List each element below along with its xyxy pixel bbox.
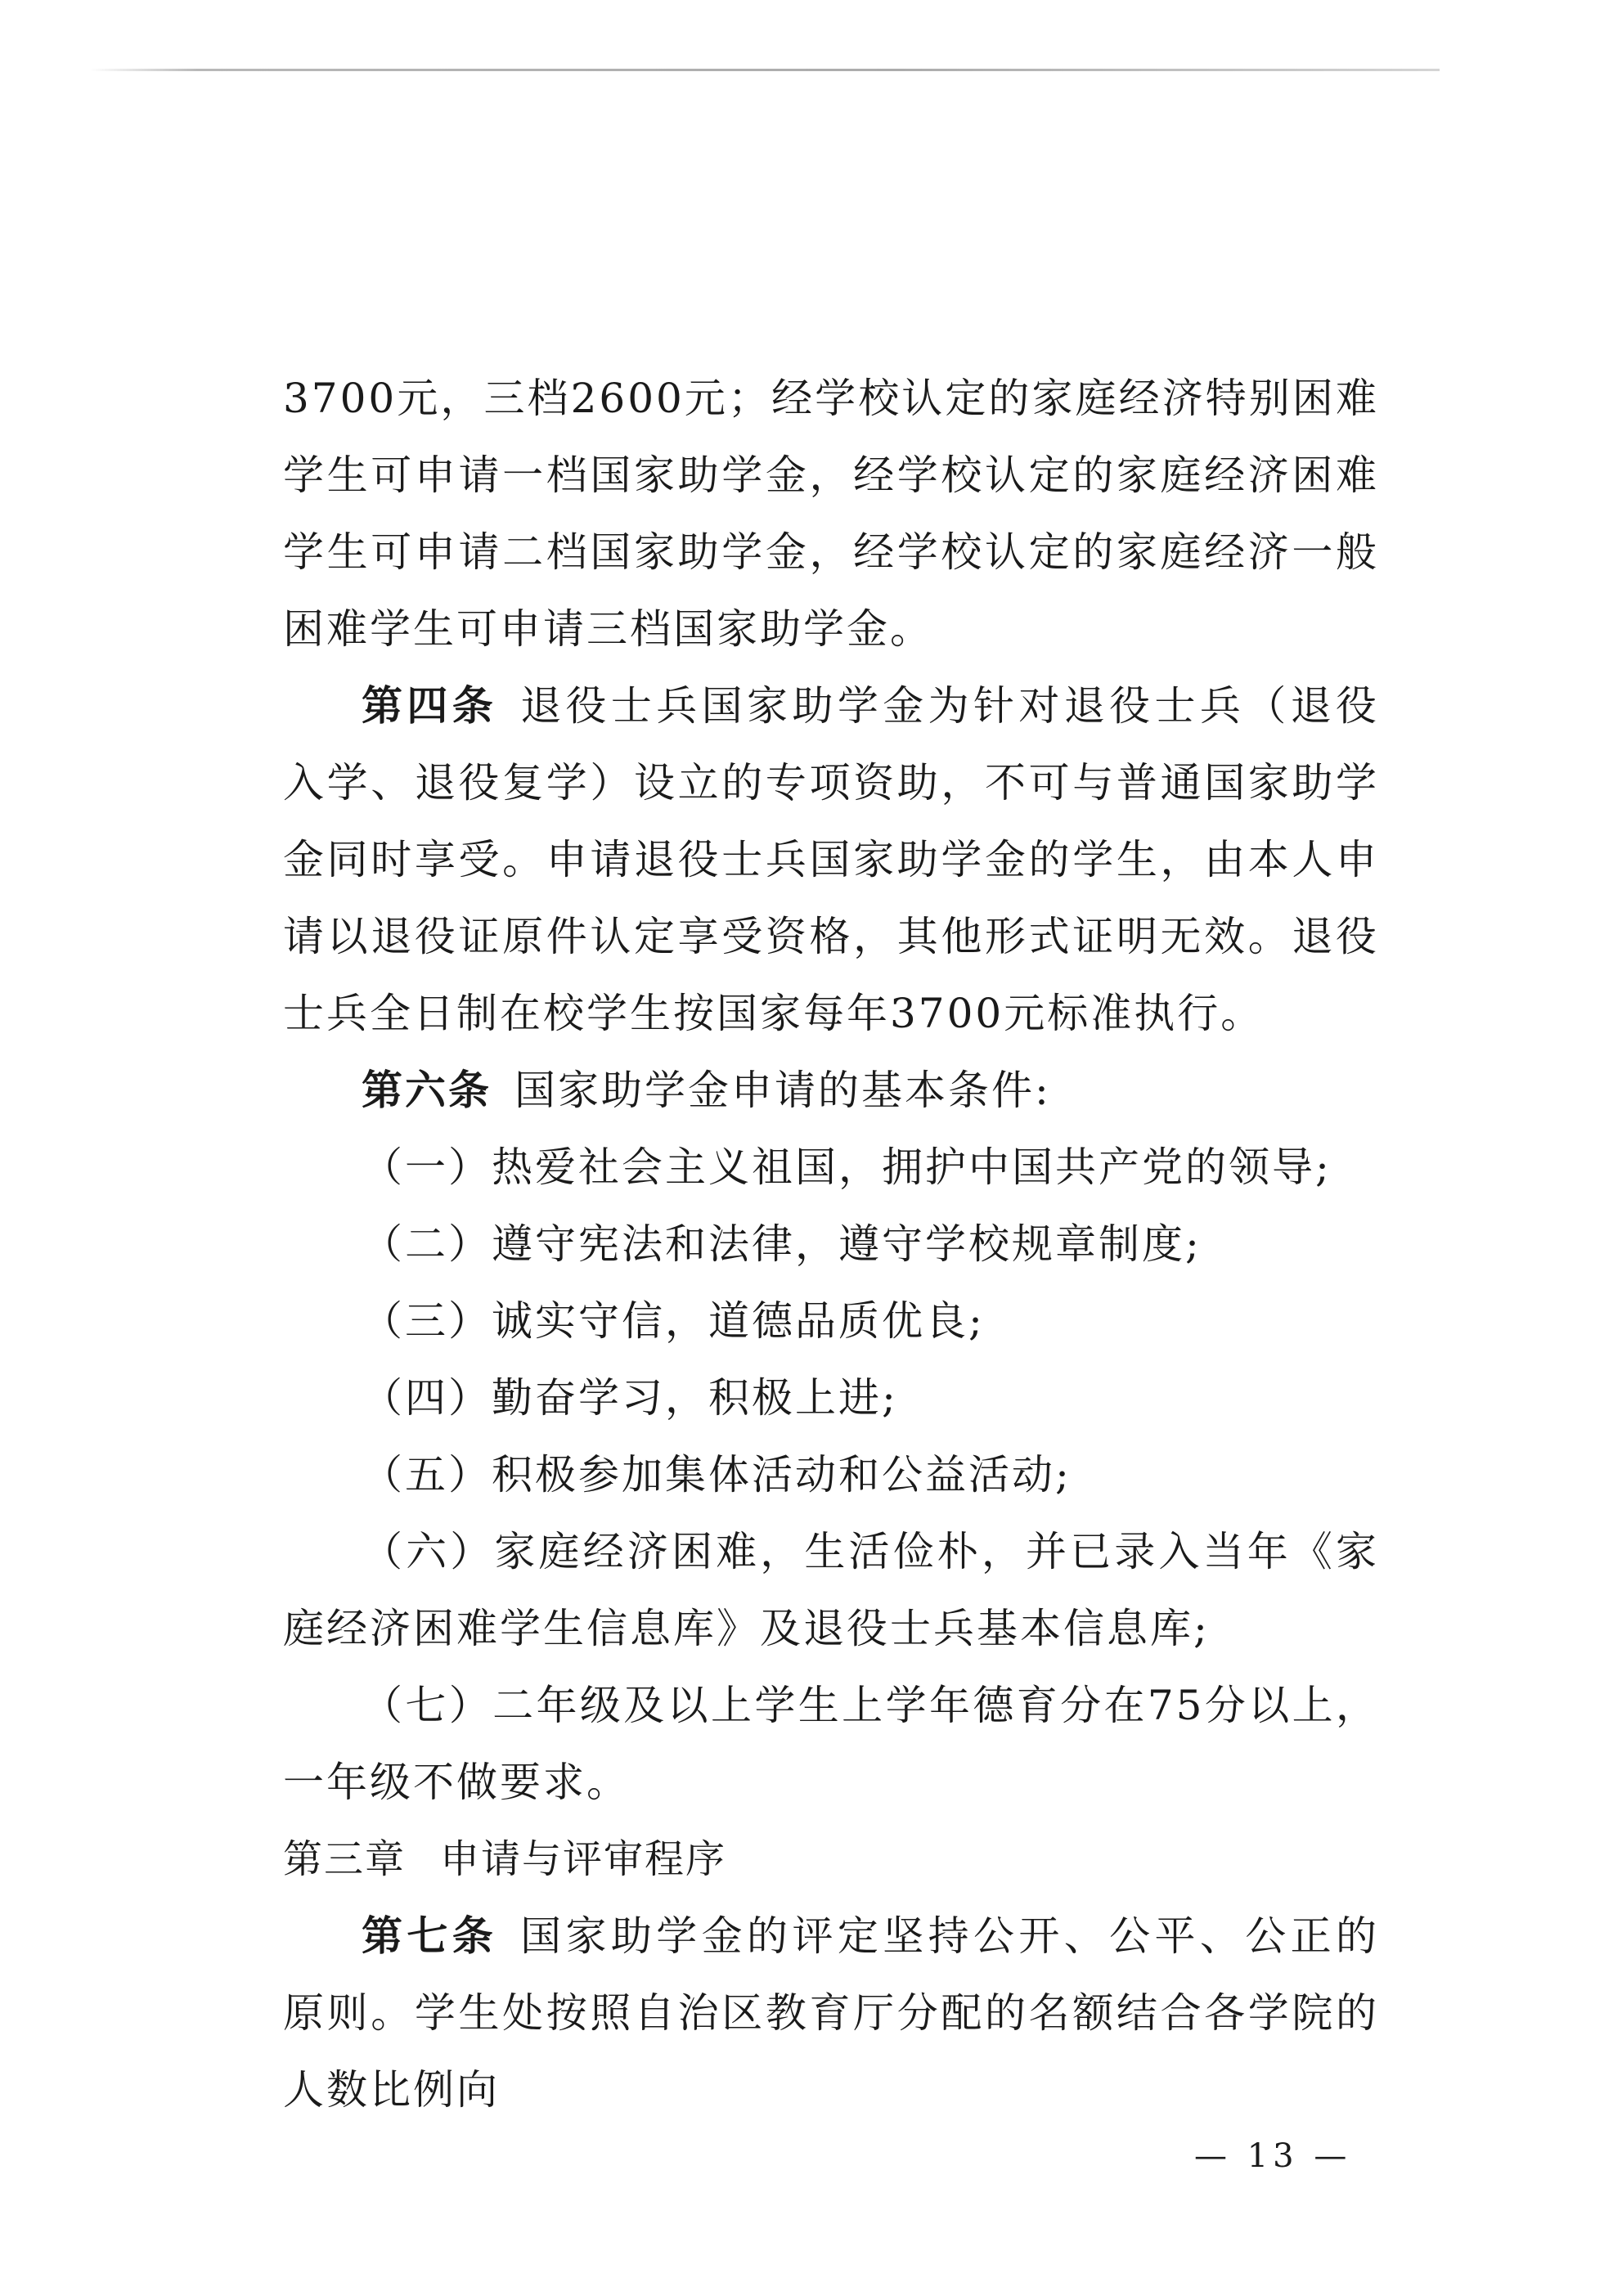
article-7-paragraph [283,1898,1379,2128]
condition-item-2: （二）遵守宪法和法律，遵守学校规章制度; [362,1220,1202,1268]
chapter-title: 申请与评审程序 [440,1836,727,1882]
condition-item-7: （七）二年级及以上学生上学年德育分在75分以上，一年级不做要求。 [283,1682,1379,1806]
page-number: — 13 — [1194,2137,1352,2175]
article-7-number: 第七条 [362,1912,498,1960]
chapter-heading [283,1821,1379,1898]
article-4-number: 第四条 [362,682,498,730]
continuation-paragraph: 3700元，三档2600元；经学校认定的家庭经济特别困难学生可申请一档国家助学金，经学校认定的家庭经济困难学生可申请二档国家助学金，经学校认定的家庭经济一般困难学生可申请三档国家助学金。 [283,375,1379,653]
condition-item-3: （三）诚实守信，道德品质优良; [362,1297,985,1345]
article-6-text: 国家助学金申请的基本条件: [514,1067,1051,1114]
article-6-paragraph [283,1052,1379,1129]
scan-top-edge-line [90,69,1440,71]
chapter-number: 第三章 [283,1836,407,1882]
article-4-text: 退役士兵国家助学金为针对退役士兵（退役入学、退役复学）设立的专项资助，不可与普通国家助学金同时享受。申请退役士兵国家助学金的学生，由本人申请以退役证原件认定享受资格，其他形式证明无效。退役士兵全日制在校学生按国家每年3700元标准执行。 [283,682,1380,1037]
condition-item-4: （四）勤奋学习，积极上进; [362,1374,898,1422]
document-body [283,360,1379,2128]
article-4-paragraph [283,667,1379,1052]
condition-item-1: （一）热爱社会主义祖国，拥护中国共产党的领导; [362,1144,1332,1191]
article-6-number: 第六条 [362,1067,492,1114]
condition-item-5: （五）积极参加集体活动和公益活动; [362,1451,1072,1498]
condition-item-6: （六）家庭经济困难，生活俭朴，并已录入当年《家庭经济困难学生信息库》及退役士兵基本信息库; [283,1528,1379,1652]
article-7-text: 国家助学金的评定坚持公开、公平、公正的原则。学生处按照自治区教育厅分配的名额结合各学院的人数比例向 [283,1912,1380,2114]
